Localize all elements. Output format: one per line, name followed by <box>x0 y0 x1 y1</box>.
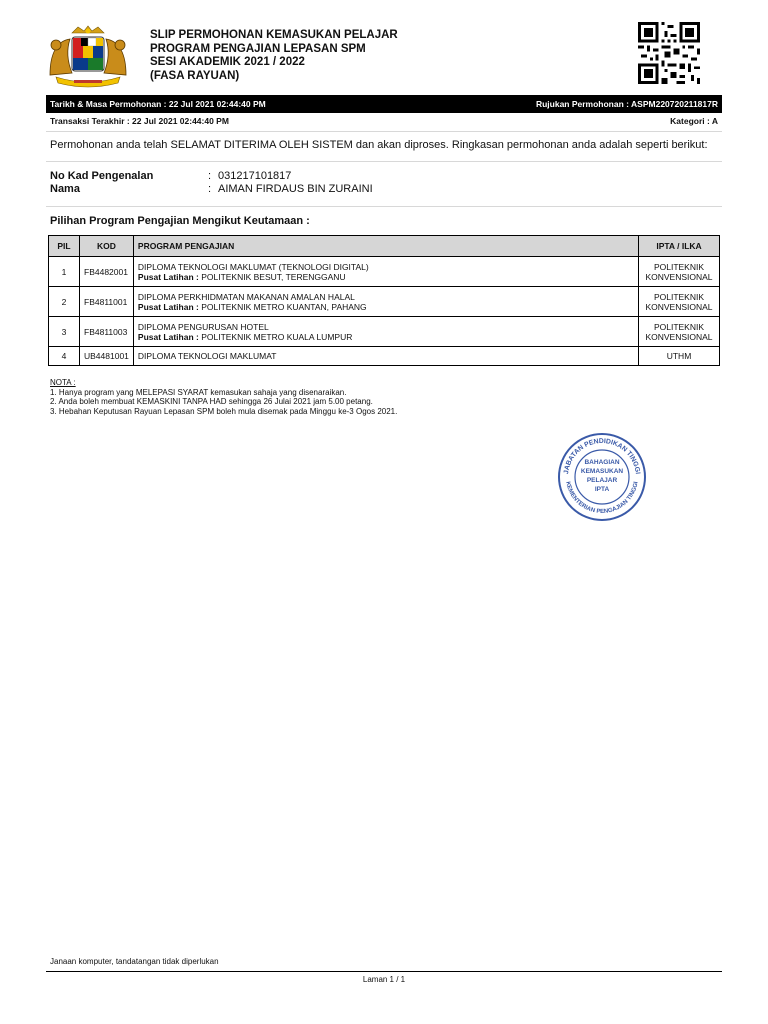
row-ipta <box>639 287 720 317</box>
note-item: 3. Hebahan Keputusan Rayuan Lepasan SPM boleh mula disemak pada Minggu ke-3 Ogos 2021. <box>50 406 398 416</box>
transaction-info-bar <box>46 115 722 127</box>
divider <box>46 131 722 132</box>
stamp-inner-4: IPTA <box>594 486 610 493</box>
training-centre <box>138 272 634 282</box>
training-centre-label: Pusat Latihan : <box>137 271 199 282</box>
row-kod: FB4482001 <box>80 257 134 287</box>
qr-code-icon <box>636 22 702 84</box>
note-item: 1. Hanya program yang MELEPASI SYARAT kemasukan sahaja yang disenaraikan. <box>50 387 347 397</box>
ic-label: No Kad Pengenalan <box>50 170 154 182</box>
document-title <box>150 29 398 83</box>
program-name: DIPLOMA TEKNOLOGI MAKLUMAT (TEKNOLOGI DIGITAL) <box>137 261 369 272</box>
application-info-bar <box>46 95 722 113</box>
table-header-row <box>49 236 720 257</box>
program-list-title: Pilihan Program Pengajian Mengikut Keutamaan : <box>50 215 310 227</box>
program-name: DIPLOMA PENGURUSAN HOTEL <box>137 321 269 332</box>
header-kod: KOD <box>80 236 134 257</box>
training-centre-value: POLITEKNIK BESUT, TERENGGANU <box>198 271 346 282</box>
stamp-inner-3: PELAJAR <box>586 477 618 484</box>
notes <box>50 378 397 416</box>
header-program: PROGRAM PENGAJIAN <box>133 236 638 257</box>
ipta-type: POLITEKNIK <box>653 261 705 272</box>
header-pil: PIL <box>49 236 80 257</box>
footer-note: Janaan komputer, tandatangan tidak diperlukan <box>50 957 219 966</box>
stamp-inner-1: BAHAGIAN <box>584 459 620 466</box>
row-program <box>133 287 638 317</box>
row-ipta <box>639 317 720 347</box>
row-pil: 2 <box>49 287 80 317</box>
page-number: Laman 1 / 1 <box>362 975 406 984</box>
row-pil: 4 <box>49 347 80 366</box>
official-stamp <box>556 432 648 522</box>
title-line-4: (FASA RAYUAN) <box>150 69 240 82</box>
stamp-inner-2: KEMASUKAN <box>580 468 624 475</box>
ipta-subtype: KONVENSIONAL <box>645 271 713 282</box>
program-name: DIPLOMA PERKHIDMATAN MAKANAN AMALAN HALAL <box>137 291 355 302</box>
malaysia-coat-of-arms-icon <box>46 25 130 91</box>
name-label: Nama <box>50 183 80 195</box>
program-name: DIPLOMA TEKNOLOGI MAKLUMAT <box>137 351 277 361</box>
table-row <box>49 257 720 287</box>
row-kod: FB4811003 <box>80 317 134 347</box>
ipta-type: POLITEKNIK <box>653 321 705 332</box>
divider <box>46 161 722 162</box>
note-item: 2. Anda boleh membuat KEMASKINI TANPA HAD sehingga 26 Julai 2021 jam 5.00 petang. <box>50 397 373 406</box>
name-colon: : <box>208 183 212 195</box>
row-pil: 3 <box>49 317 80 347</box>
notes-title: NOTA : <box>50 378 76 387</box>
training-centre-value: POLITEKNIK METRO KUALA LUMPUR <box>198 331 353 342</box>
ipta-subtype: KONVENSIONAL <box>645 301 713 312</box>
training-centre <box>138 332 634 342</box>
table-row <box>49 347 720 366</box>
program-table <box>48 235 720 366</box>
training-centre <box>138 302 634 312</box>
header-ipta: IPTA / ILKA <box>639 236 720 257</box>
application-reference: Rujukan Permohonan : ASPM220720211817R <box>535 99 718 109</box>
title-line-1: SLIP PERMOHONAN KEMASUKAN PELAJAR <box>150 29 398 41</box>
row-ipta <box>639 347 720 366</box>
row-program <box>133 317 638 347</box>
row-program <box>133 257 638 287</box>
divider <box>46 206 722 207</box>
training-centre-label: Pusat Latihan : <box>137 331 199 342</box>
ipta-type: POLITEKNIK <box>653 291 705 302</box>
row-kod: UB4481001 <box>80 347 134 366</box>
row-ipta <box>639 257 720 287</box>
last-transaction: Transaksi Terakhir : 22 Jul 2021 02:44:40 PM <box>50 116 229 126</box>
intro-text: Permohonan anda telah SELAMAT DITERIMA OLEH SISTEM dan akan diproses. Ringkasan permohonan anda adalah seperti berikut: <box>50 139 708 151</box>
ic-value: 031217101817 <box>218 170 292 182</box>
stamp-outer-top: JABATAN PENDIDIKAN TINGGI <box>563 437 641 475</box>
row-program <box>133 347 638 366</box>
category: Kategori : A <box>670 116 718 126</box>
application-datetime: Tarikh & Masa Permohonan : 22 Jul 2021 02:44:40 PM <box>50 99 266 109</box>
training-centre-value: POLITEKNIK METRO KUANTAN, PAHANG <box>198 301 367 312</box>
ipta-subtype: KONVENSIONAL <box>645 331 713 342</box>
name-value: AIMAN FIRDAUS BIN ZURAINI <box>218 183 373 195</box>
footer-divider <box>46 971 722 972</box>
ipta-type: UTHM <box>666 351 692 361</box>
ic-colon: : <box>208 170 212 182</box>
row-pil: 1 <box>49 257 80 287</box>
title-line-3: SESI AKADEMIK 2021 / 2022 <box>150 56 305 68</box>
table-row <box>49 287 720 317</box>
training-centre-label: Pusat Latihan : <box>137 301 199 312</box>
title-line-2: PROGRAM PENGAJIAN LEPASAN SPM <box>150 42 366 55</box>
row-kod: FB4811001 <box>80 287 134 317</box>
table-row <box>49 317 720 347</box>
stamp-outer-bottom: KEMENTERIAN PENGAJIAN TINGGI <box>564 481 640 516</box>
